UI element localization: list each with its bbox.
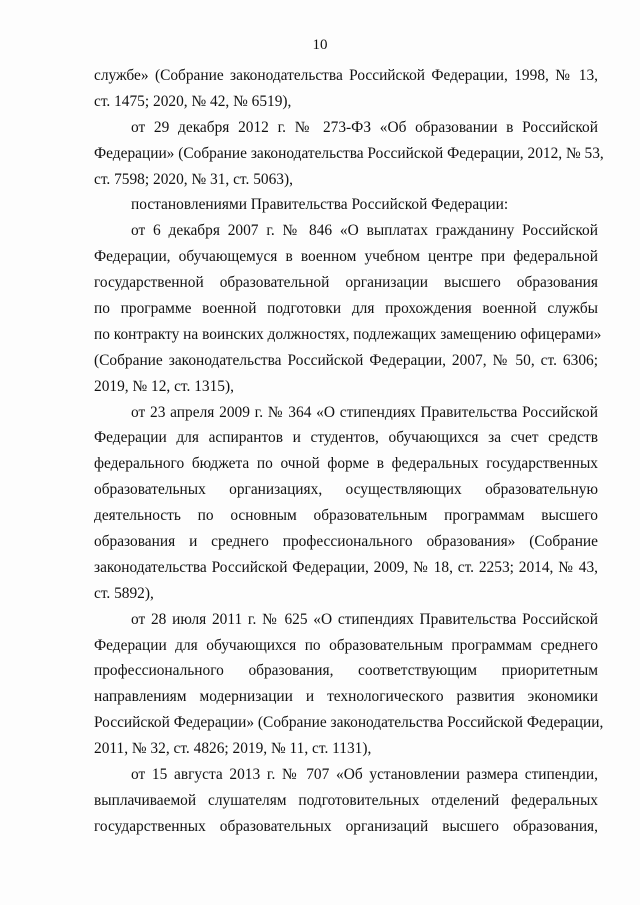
page-number: 10: [312, 37, 328, 53]
text-line: 2019, № 12, ст. 1315),: [94, 377, 234, 395]
text-line: образовательных организациях, осуществляющих образовательную: [94, 481, 598, 499]
text-line: федерального бюджета по очной форме в федеральных государственных: [94, 455, 598, 473]
text-line: государственных образовательных организаций высшего образования,: [94, 817, 598, 835]
text-line: Российской Федерации» (Собрание законодательства Российской Федерации,: [94, 714, 604, 732]
text-line: деятельность по основным образовательным программам высшего: [94, 507, 598, 525]
text-line: ст. 1475; 2020, № 42, № 6519),: [94, 92, 292, 110]
text-line: Федерации для обучающихся по образовательным программам среднего: [94, 636, 598, 654]
text-line: государственной образовательной организации высшего образования: [94, 274, 598, 292]
paragraph-first-line: от 23 апреля 2009 г. № 364 «О стипендиях Правительства Российской: [131, 403, 598, 421]
text-line: 2011, № 32, ст. 4826; 2019, № 11, ст. 1131),: [94, 740, 372, 758]
document-body: [94, 63, 604, 840]
paragraph-first-line: от 28 июля 2011 г. № 625 «О стипендиях Правительства Российской: [131, 610, 598, 628]
text-line: Федерации, обучающемуся в военном учебном центре при федеральной: [94, 248, 598, 266]
text-line: выплачиваемой слушателям подготовительных отделений федеральных: [94, 791, 598, 809]
paragraph-first-line: от 6 декабря 2007 г. № 846 «О выплатах гражданину Российской: [131, 222, 598, 240]
text-line: Федерации» (Собрание законодательства Российской Федерации, 2012, № 53,: [94, 144, 604, 162]
paragraph-first-line: от 15 августа 2013 г. № 707 «Об установлении размера стипендии,: [131, 766, 598, 784]
text-line: профессионального образования, соответствующим приоритетным: [94, 662, 598, 680]
text-line: ст. 7598; 2020, № 31, ст. 5063),: [94, 170, 293, 188]
text-line: законодательства Российской Федерации, 2009, № 18, ст. 2253; 2014, № 43,: [94, 558, 598, 576]
paragraph-first-line: постановлениями Правительства Российской Федерации:: [131, 196, 509, 214]
text-line: службе» (Собрание законодательства Российской Федерации, 1998, № 13,: [94, 67, 598, 84]
paragraph-first-line: от 29 декабря 2012 г. № 273-ФЗ «Об образовании в Российской: [131, 118, 598, 136]
text-line: по программе военной подготовки для прохождения военной службы: [94, 300, 598, 318]
text-line: образования и среднего профессионального образования» (Собрание: [94, 533, 598, 551]
text-line: направлениям модернизации и технологического развития экономики: [94, 688, 598, 706]
text-line: по контракту на воинских должностях, подлежащих замещению офицерами»: [94, 325, 602, 343]
text-line: Федерации для аспирантов и студентов, обучающихся за счет средств: [94, 429, 598, 447]
text-line: ст. 5892),: [94, 584, 154, 602]
text-line: (Собрание законодательства Российской Федерации, 2007, № 50, ст. 6306;: [94, 351, 598, 369]
